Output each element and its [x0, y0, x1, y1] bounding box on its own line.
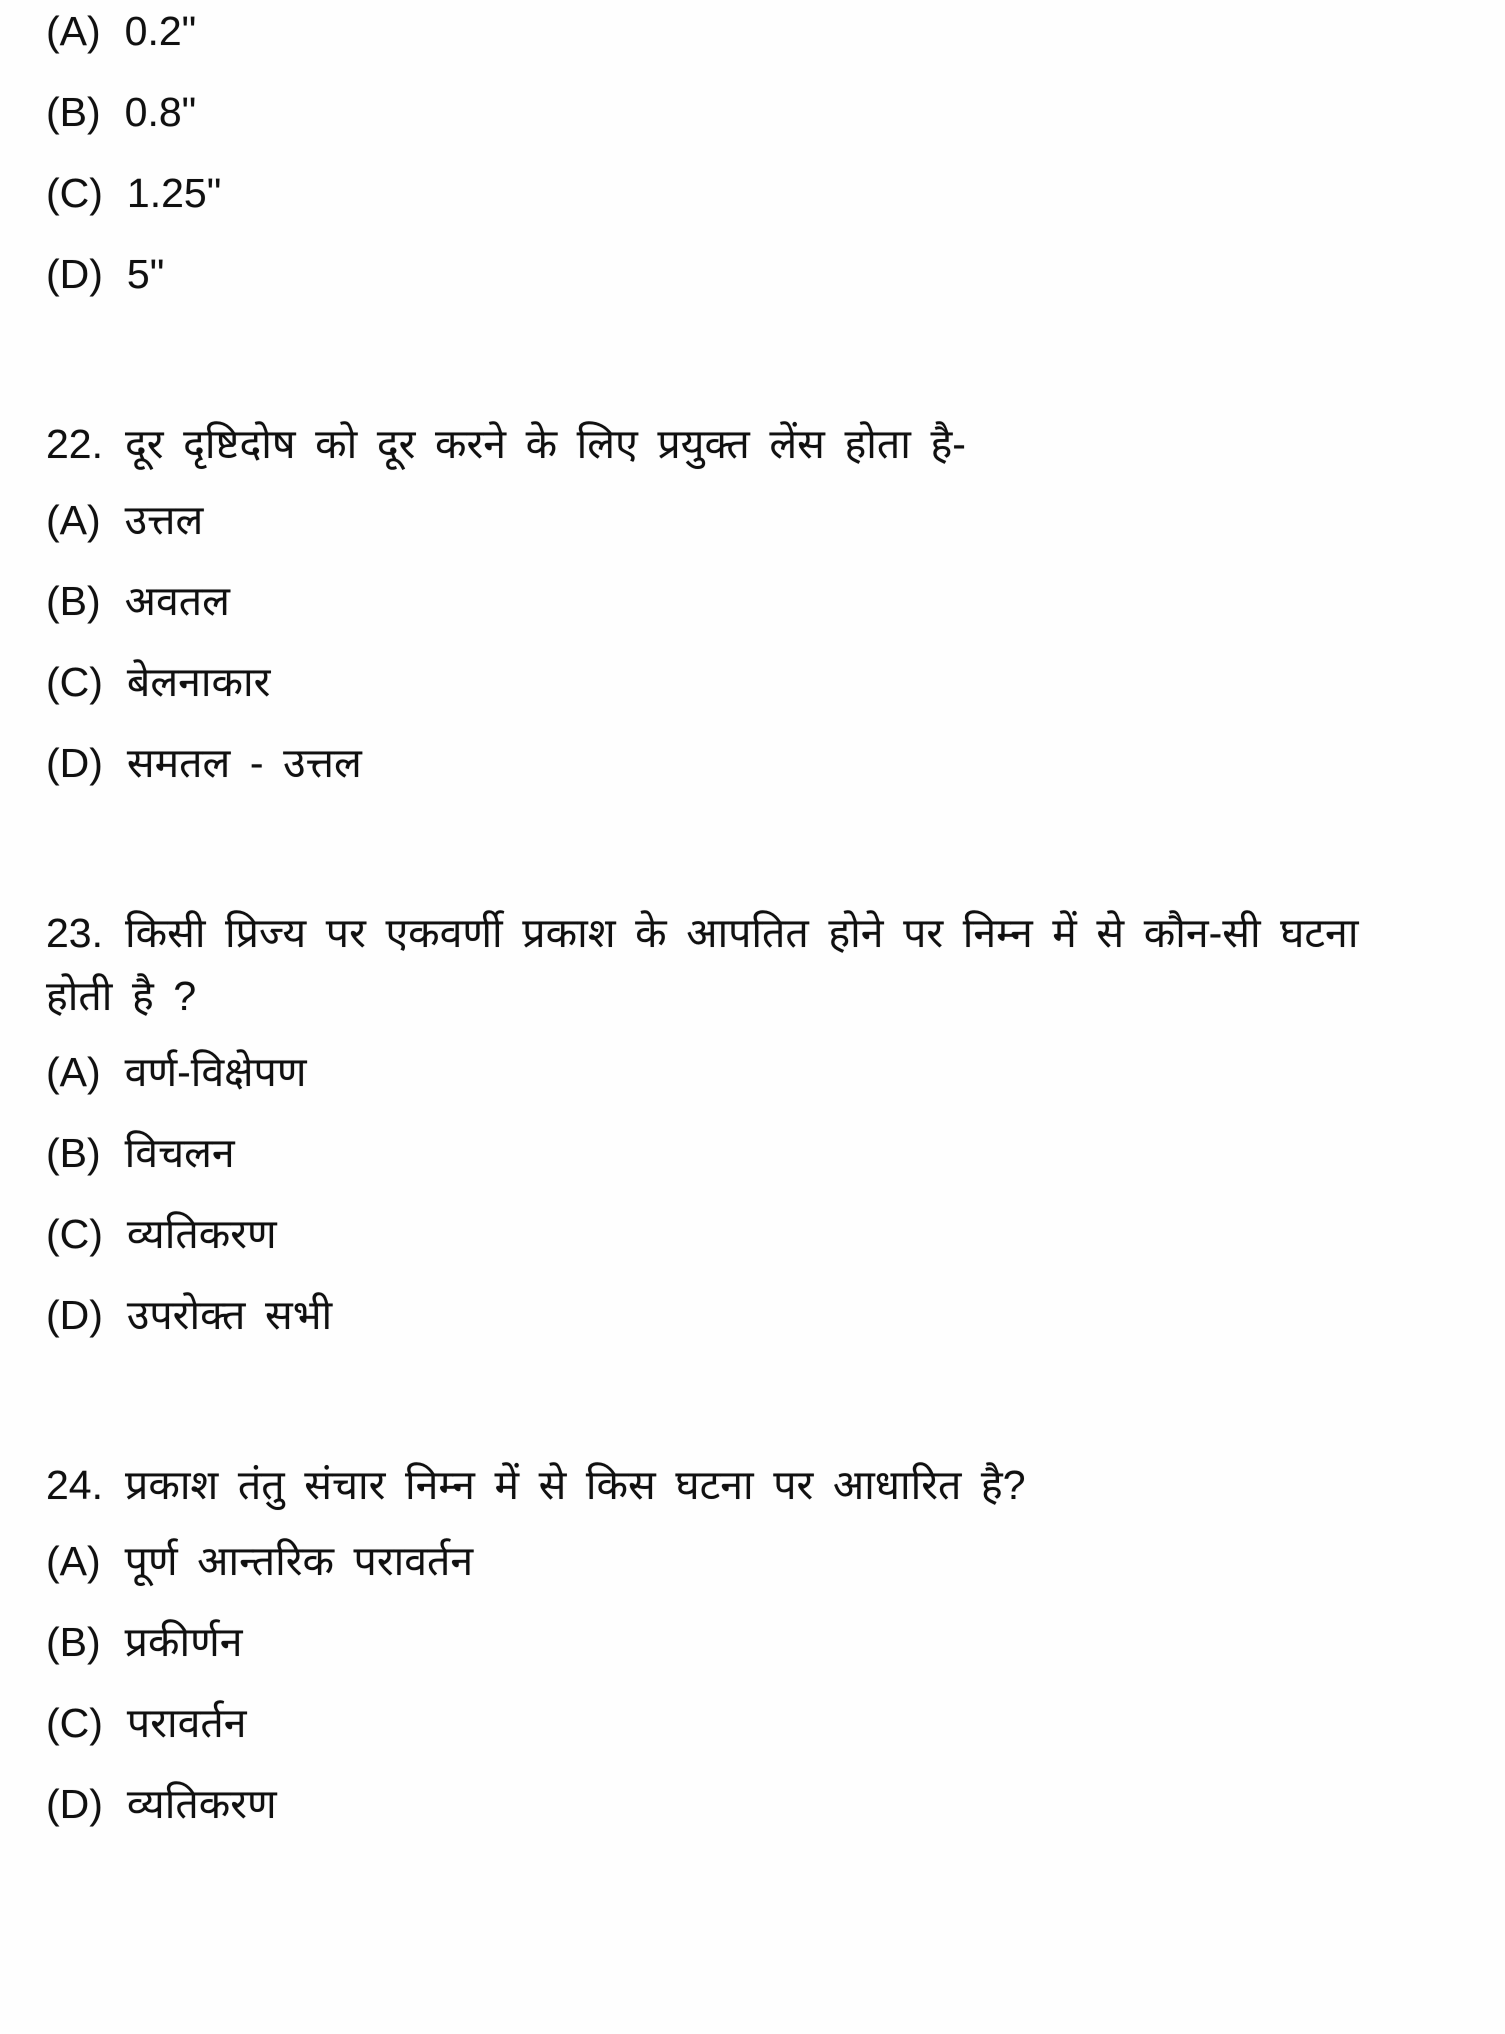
option-label: (D): [46, 1292, 103, 1338]
option-label: (B): [46, 578, 101, 624]
option-label: (B): [46, 89, 101, 135]
options-list: [46, 496, 1465, 787]
option-text: परावर्तन: [126, 1700, 247, 1746]
question-block-23: [46, 902, 1465, 1339]
question-block-22: [46, 413, 1465, 787]
option-row: [46, 1780, 1465, 1828]
option-row: [46, 1699, 1465, 1747]
question-text: प्रकाश तंतु संचार निम्न में से किस घटना पर आधारित है?: [125, 1462, 1026, 1508]
question-line: [46, 902, 1465, 965]
question-block-24: [46, 1454, 1465, 1828]
option-row: [46, 1129, 1465, 1177]
options-list: [46, 1048, 1465, 1339]
option-row: [46, 88, 1465, 136]
option-text: विचलन: [124, 1130, 235, 1176]
option-text: प्रकीर्णन: [124, 1619, 243, 1665]
option-row: [46, 1210, 1465, 1258]
option-text: पूर्ण आन्तरिक परावर्तन: [124, 1538, 474, 1584]
option-row: [46, 739, 1465, 787]
option-label: (A): [46, 8, 101, 54]
option-row: [46, 7, 1465, 55]
option-text: उपरोक्त सभी: [126, 1292, 333, 1338]
option-text: अवतल: [124, 578, 230, 624]
option-label: (D): [46, 251, 103, 297]
question-text: दूर दृष्टिदोष को दूर करने के लिए प्रयुक्त लेंस होता है-: [125, 421, 966, 467]
question-text: किसी प्रिज्य पर एकवर्णी प्रकाश के आपतित होने पर निम्न में से कौन-सी घटना: [125, 910, 1359, 956]
option-label: (B): [46, 1130, 101, 1176]
question-number: 23.: [46, 910, 103, 956]
question-number: 24.: [46, 1462, 103, 1508]
option-text: वर्ण-विक्षेपण: [124, 1049, 307, 1095]
question-line-continuation: [46, 965, 1465, 1028]
option-row: [46, 577, 1465, 625]
option-row: [46, 1618, 1465, 1666]
option-label: (A): [46, 1049, 101, 1095]
question-number: 22.: [46, 421, 103, 467]
options-list: [46, 7, 1465, 298]
option-text: 1.25": [126, 170, 222, 216]
option-label: (C): [46, 1700, 103, 1746]
options-list: [46, 1537, 1465, 1828]
option-text: 0.8": [124, 89, 197, 135]
question-line: [46, 1454, 1465, 1517]
option-label: (C): [46, 659, 103, 705]
option-row: [46, 1537, 1465, 1585]
option-label: (C): [46, 170, 103, 216]
option-row: [46, 496, 1465, 544]
option-text: समतल - उत्तल: [126, 740, 362, 786]
option-label: (B): [46, 1619, 101, 1665]
option-text: 0.2": [124, 8, 197, 54]
option-label: (D): [46, 1781, 103, 1827]
question-block-prev: [46, 7, 1465, 298]
option-text: 5": [126, 251, 165, 297]
option-text: व्यतिकरण: [126, 1211, 277, 1257]
option-row: [46, 1291, 1465, 1339]
option-row: [46, 658, 1465, 706]
option-row: [46, 1048, 1465, 1096]
option-text: व्यतिकरण: [126, 1781, 277, 1827]
option-row: [46, 250, 1465, 298]
question-line: [46, 413, 1465, 476]
option-label: (A): [46, 497, 101, 543]
option-text: उत्तल: [124, 497, 204, 543]
option-row: [46, 169, 1465, 217]
option-text: बेलनाकार: [126, 659, 271, 705]
option-label: (A): [46, 1538, 101, 1584]
question-text: होती है ?: [46, 973, 197, 1019]
option-label: (D): [46, 740, 103, 786]
option-label: (C): [46, 1211, 103, 1257]
